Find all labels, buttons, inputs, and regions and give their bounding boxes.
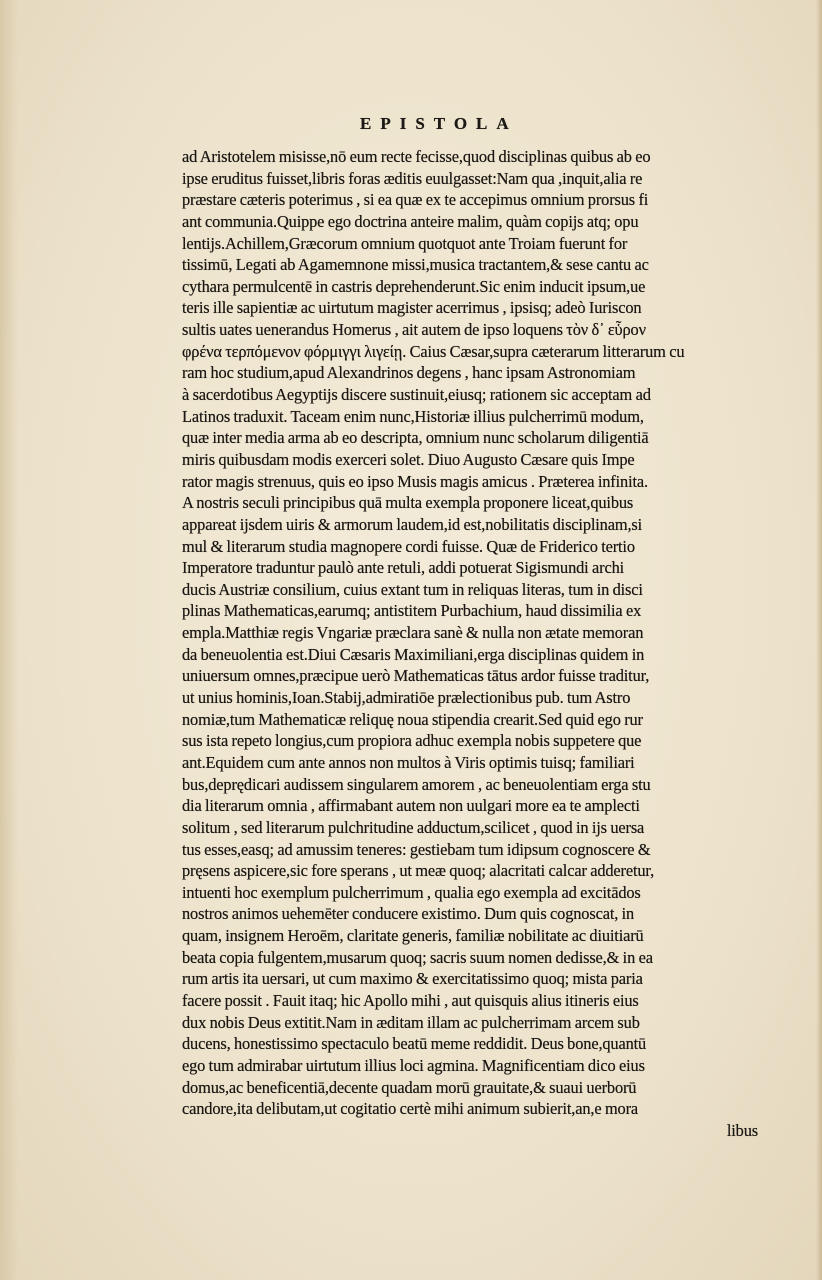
text-line: tissimū, Legati ab Agamemnone missi,musica tractantem,& sese cantu ac bbox=[182, 255, 649, 275]
text-line: plinas Mathematicas,earumq; antistitem Purbachium, haud dissimilia ex bbox=[182, 601, 642, 621]
text-line: beata copia fulgentem,musarum quoq; sacris suum nomen dedisse,& in ea bbox=[182, 947, 653, 967]
text-line: ego tum admirabar uirtutum illius loci agmina. Magnificentiam dico eius bbox=[182, 1055, 645, 1075]
text-line: domus,ac beneficentiā,decente quadam morū grauitate,& suaui uerborū bbox=[182, 1077, 637, 1097]
text-line: pręsens aspicere,sic fore sperans , ut meæ quoq; alacritati calcar adderetur, bbox=[182, 861, 655, 881]
text-line: φρένα τερπόμενον φόρμιγγι λιγείῃ. Caius Cæsar,supra cæterarum litterarum cu bbox=[182, 341, 685, 361]
text-line: ant.Equidem cum ante annos non multos à Viris optimis tuisq; familiari bbox=[182, 752, 635, 772]
text-line: mul & literarum studia magnopere cordi fuisse. Quæ de Friderico tertio bbox=[182, 536, 635, 556]
text-line: dia literarum omnia , affirmabant autem non uulgari more ea te amplecti bbox=[182, 796, 640, 816]
text-line: ducis Austriæ consilium, cuius extant tum in reliquas literas, tum in disci bbox=[182, 579, 643, 599]
text-line: solitum , sed literarum pulchritudine adductum,scilicet , quod in ijs uersa bbox=[182, 817, 645, 837]
text-line: facere possit . Fauit itaq; hic Apollo mihi , aut quisquis alius itineris eius bbox=[182, 990, 639, 1010]
text-line: ut unius hominis,Ioan.Stabij,admiratiōe prælectionibus pub. tum Astro bbox=[182, 688, 631, 708]
text-line: sus ista repeto longius,cum propiora adhuc exempla nobis suppetere que bbox=[182, 731, 642, 751]
text-line: Latinos traduxit. Taceam enim nunc,Historiæ illius pulcherrimū modum, bbox=[182, 406, 644, 426]
text-line: rum artis ita uersari, ut cum maximo & exercitatissimo quoq; mista paria bbox=[182, 969, 643, 989]
text-line: da beneuolentia est.Diui Cæsaris Maximiliani,erga disciplinas quidem in bbox=[182, 644, 645, 664]
text-line: nomiæ,tum Mathematicæ reliquę noua stipendia crearit.Sed quid ego rur bbox=[182, 709, 643, 729]
text-line: quæ inter media arma ab eo descripta, omnium nunc scholarum diligentiā bbox=[182, 428, 649, 448]
text-line: ad Aristotelem misisse,nō eum recte fecisse,quod disciplinas quibus ab eo bbox=[182, 147, 651, 166]
text-line: dux nobis Deus extitit.Nam in æditam illam ac pulcherrimam arcem sub bbox=[182, 1012, 640, 1032]
text-line: appareat ijsdem uiris & armorum laudem,id est,nobilitatis disciplinam,si bbox=[182, 514, 643, 534]
text-line: intuenti hoc exemplum pulcherrimum , qualia ego exempla ad excitādos bbox=[182, 882, 641, 902]
text-line: rator magis strenuus, quis eo ipso Musis magis amicus . Præterea infinita. bbox=[182, 471, 648, 491]
text-line: quam, insignem Heroēm, claritate generis, familiæ nobilitate ac diuitiarū bbox=[182, 926, 644, 946]
text-line: teris ille sapientiæ ac uirtutum magister acerrimus , ipsisq; adeò Iuriscon bbox=[182, 298, 642, 318]
text-line: uniuersum omnes,præcipue uerò Mathematicas tātus ardor fuisse traditur, bbox=[182, 666, 650, 686]
text-line: nostros animos uehemēter conducere existimo. Dum quis cognoscat, in bbox=[182, 904, 635, 924]
text-line: tus esses,easq; ad amussim teneres: gestiebam tum idipsum cognoscere & bbox=[182, 839, 651, 859]
text-line: lentijs.Achillem,Græcorum omnium quotquot ante Troiam fuerunt for bbox=[182, 233, 628, 253]
catchword: libus bbox=[726, 1120, 758, 1140]
text-line: à sacerdotibus Aegyptijs discere sustinuit,eiusq; rationem sic acceptam ad bbox=[182, 385, 651, 405]
text-line: præstare cæteris poterimus , si ea quæ ex te accepimus omnium prorsus fi bbox=[182, 190, 649, 210]
running-head: EPISTOLA bbox=[360, 114, 518, 133]
text-line: ram hoc studium,apud Alexandrinos degens , hanc ipsam Astronomiam bbox=[182, 363, 636, 383]
body-text bbox=[182, 146, 760, 1141]
text-line: A nostris seculi principibus quā multa exempla proponere liceat,quibus bbox=[182, 493, 634, 513]
text-line: cythara permulcentē in castris deprehenderunt.Sic enim inducit ipsum,ue bbox=[182, 276, 646, 296]
text-line: empla.Matthiæ regis Vngariæ præclara sanè & nulla non ætate memoran bbox=[182, 623, 644, 643]
text-line: ducens, honestissimo spectaculo beatū meme reddidit. Deus bone,quantū bbox=[182, 1034, 647, 1054]
text-line: candore,ita delibutam,ut cogitatio certè mihi animum subierit,an,e mora bbox=[182, 1099, 639, 1119]
text-line: ipse eruditus fuisset,libris foras æditis euulgasset:Nam qua ,inquit,alia re bbox=[182, 168, 643, 188]
text-line: ant communia.Quippe ego doctrina anteire malim, quàm copijs atq; opu bbox=[182, 211, 639, 231]
text-line: Imperatore traduntur paulò ante retuli, addi potuerat Sigismundi archi bbox=[182, 558, 625, 578]
text-line: bus,deprędicari audissem singularem amorem , ac beneuolentiam erga stu bbox=[182, 774, 651, 794]
text-line: sultis uates uenerandus Homerus , ait autem de ipso loquens τὸν δ᾽ εὗρον bbox=[182, 320, 646, 340]
text-line: miris quibusdam modis exerceri solet. Diuo Augusto Cæsare quis Impe bbox=[182, 449, 635, 469]
